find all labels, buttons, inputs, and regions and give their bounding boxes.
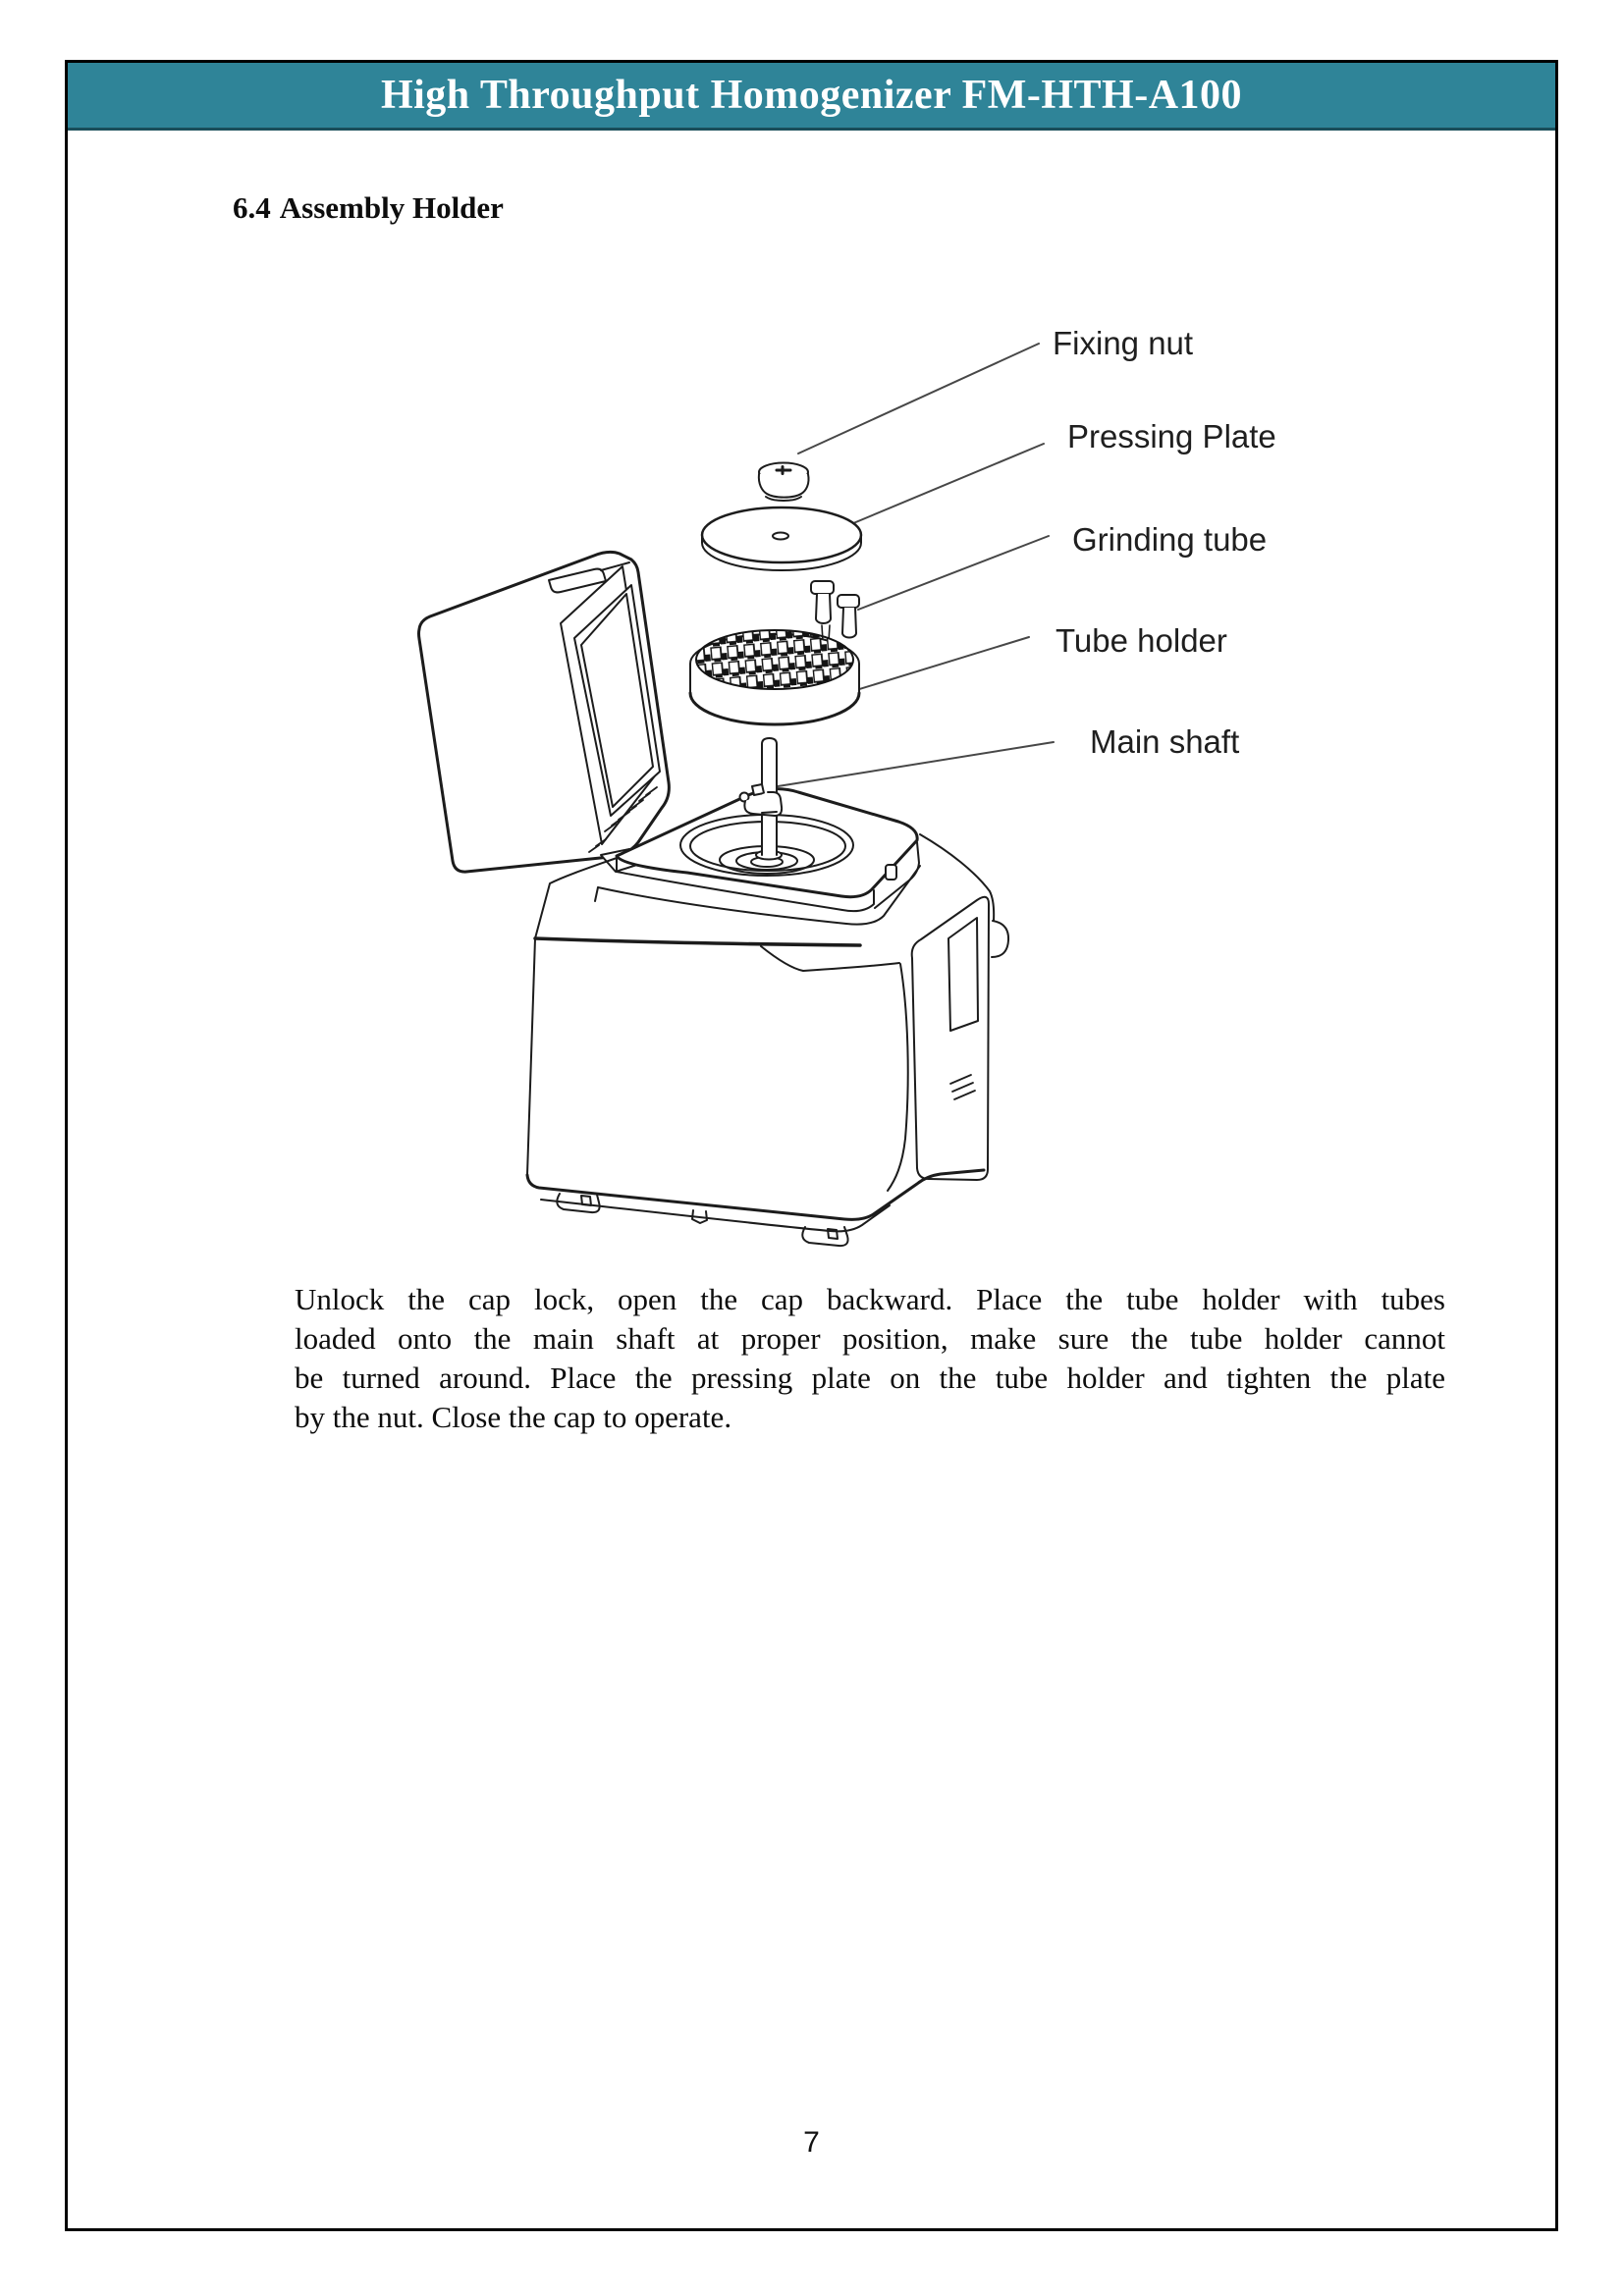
tube-holder-drawing (690, 630, 859, 724)
figure-label-grinding-tube: Grinding tube (1072, 521, 1268, 558)
fixing-nut-drawing (759, 463, 809, 501)
body-paragraph (295, 1280, 1445, 1437)
section-number: 6.4 (233, 190, 271, 225)
paragraph-line: by the nut. Close the cap to operate. (295, 1400, 732, 1434)
figure-label-tube-holder: Tube holder (1056, 622, 1227, 659)
cap-lid-drawing (419, 552, 670, 872)
section-title: Assembly Holder (279, 190, 504, 225)
header-bar (68, 63, 1555, 131)
figure-label-fixing-nut: Fixing nut (1053, 325, 1194, 361)
paragraph-line: Unlock the cap lock, open the cap backward. Place the tube holder with tubes (295, 1282, 1445, 1316)
figure-label-main-shaft: Main shaft (1090, 723, 1240, 760)
section-heading (233, 190, 504, 226)
paragraph-line: loaded onto the main shaft at proper position, make sure the tube holder cannot (295, 1321, 1445, 1356)
grinding-tube-drawing (811, 581, 859, 641)
paragraph-line: be turned around. Place the pressing plate on the tube holder and tighten the plate (295, 1361, 1445, 1395)
document-title: High Throughput Homogenizer FM-HTH-A100 (380, 73, 1243, 118)
pressing-plate-drawing (702, 507, 861, 570)
machine-body-drawing (527, 834, 1008, 1246)
assembly-diagram (383, 314, 1070, 1296)
page-number: 7 (803, 2126, 820, 2159)
figure-label-pressing-plate: Pressing Plate (1067, 418, 1276, 454)
